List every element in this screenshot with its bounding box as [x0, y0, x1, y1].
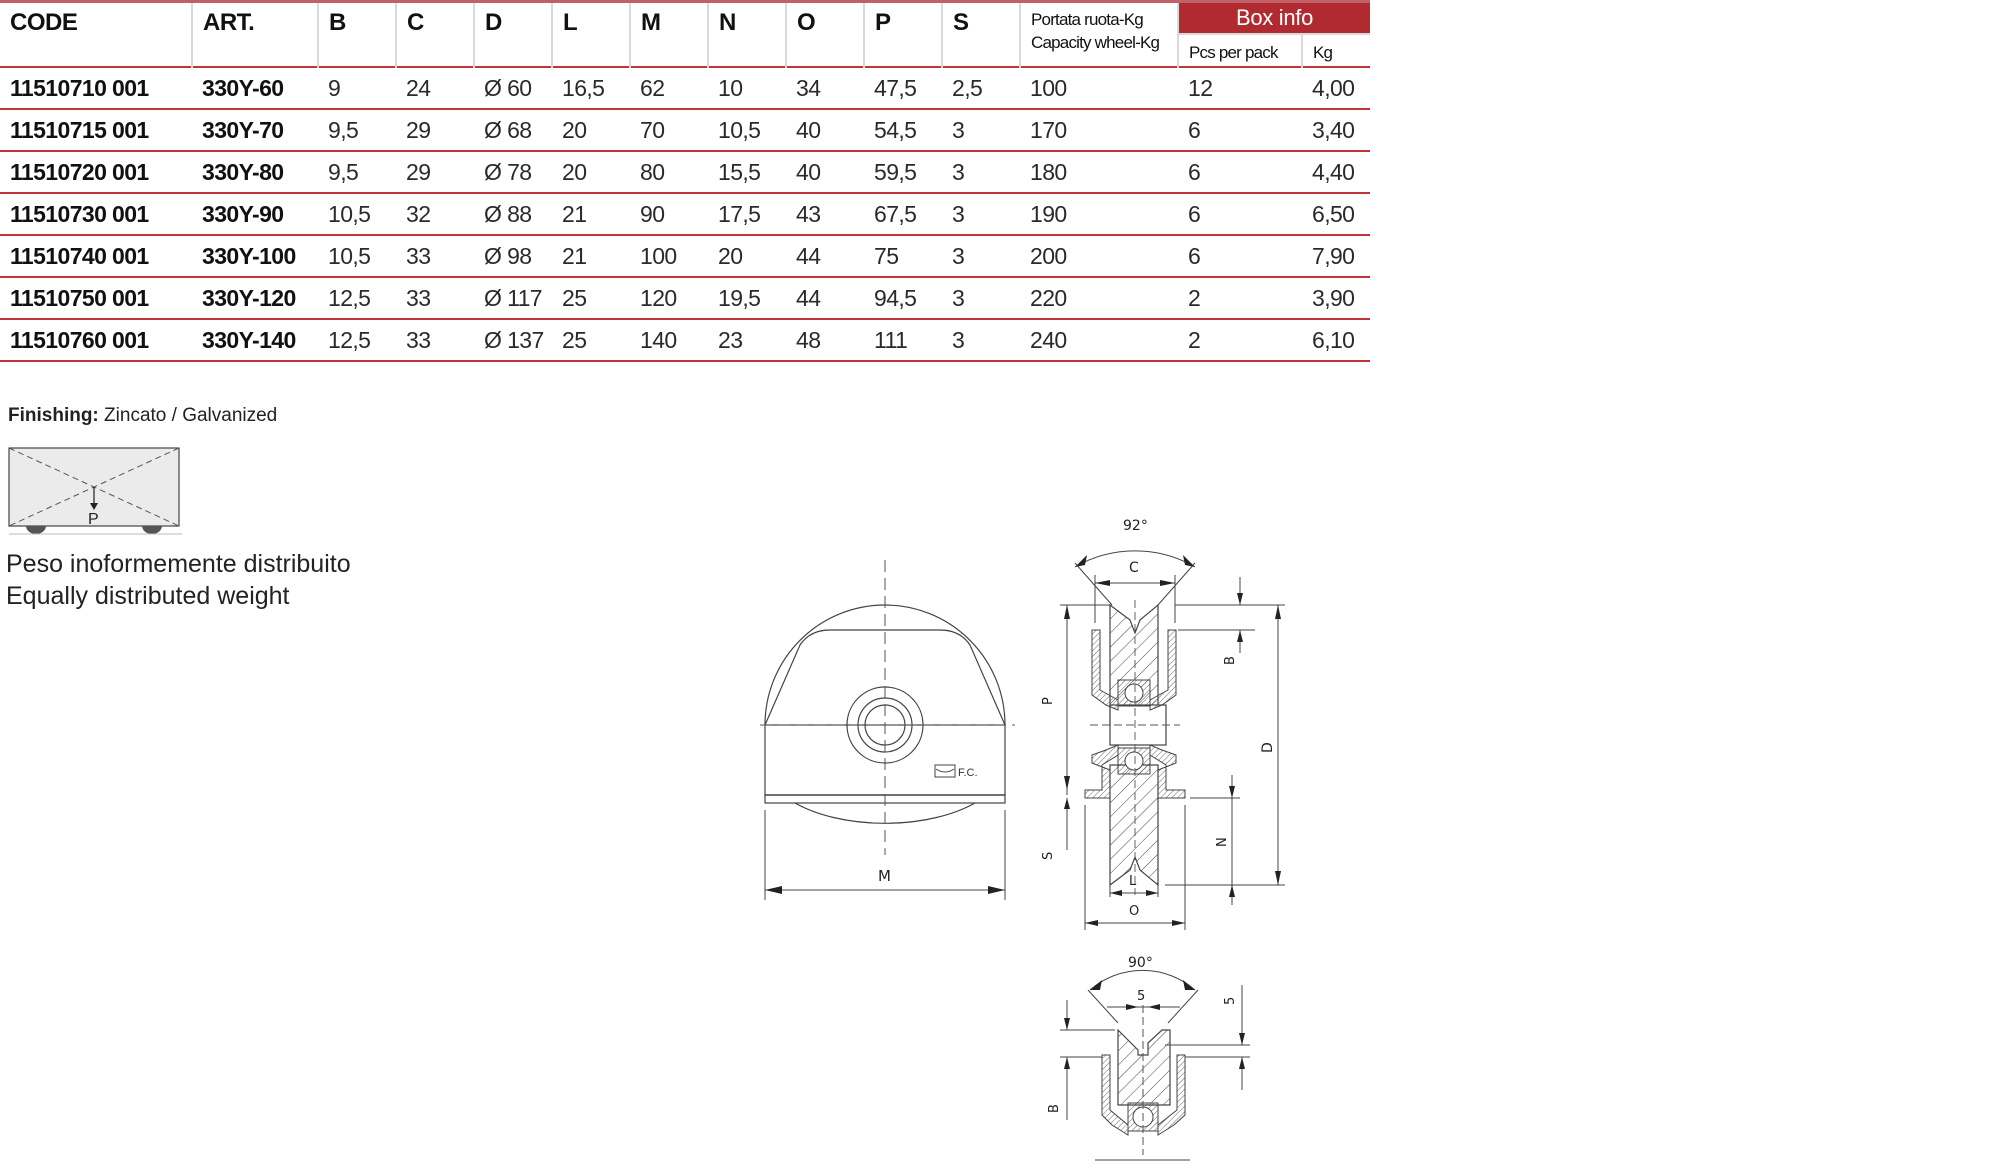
cell-l: 25: [552, 319, 630, 361]
product-spec-table: [0, 0, 1370, 362]
header-o: O: [786, 2, 864, 68]
dimension-c-label: C: [1129, 560, 1139, 576]
finishing-note: [8, 405, 277, 427]
table-row: [0, 235, 1370, 277]
cell-code: 11510710 001: [0, 67, 192, 109]
header-m: M: [630, 2, 708, 68]
dimension-n-label: N: [1215, 837, 1230, 847]
cell-m: 70: [630, 109, 708, 151]
cell-c: 33: [396, 319, 474, 361]
groove-detail-drawing: [1040, 945, 1260, 1173]
cell-o: 40: [786, 109, 864, 151]
cell-b: 12,5: [318, 277, 396, 319]
load-caption-it: Peso inoformemente distribuito: [6, 550, 351, 578]
header-pcs-per-pack: Pcs per pack: [1178, 34, 1302, 67]
cell-code: 11510750 001: [0, 277, 192, 319]
header-l: L: [552, 2, 630, 68]
cell-art: 330Y-90: [192, 193, 318, 235]
cell-capacity: 180: [1020, 151, 1178, 193]
cell-c: 24: [396, 67, 474, 109]
finishing-value: Zincato / Galvanized: [98, 405, 278, 426]
cell-o: 48: [786, 319, 864, 361]
load-caption: [6, 548, 351, 612]
cell-p: 94,5: [864, 277, 942, 319]
header-p: P: [864, 2, 942, 68]
cell-s: 3: [942, 319, 1020, 361]
cell-p: 111: [864, 319, 942, 361]
cell-b: 12,5: [318, 319, 396, 361]
cell-o: 44: [786, 277, 864, 319]
groove-b-label: B: [1047, 1104, 1062, 1113]
cell-art: 330Y-120: [192, 277, 318, 319]
cell-pcs: 2: [1178, 277, 1302, 319]
cell-n: 20: [708, 235, 786, 277]
cell-p: 75: [864, 235, 942, 277]
cell-s: 2,5: [942, 67, 1020, 109]
fc-marking-icon: [935, 765, 978, 779]
cell-capacity: 190: [1020, 193, 1178, 235]
cell-code: 11510715 001: [0, 109, 192, 151]
header-code: CODE: [0, 2, 192, 68]
cell-n: 23: [708, 319, 786, 361]
cell-n: 17,5: [708, 193, 786, 235]
header-capacity: [1020, 2, 1178, 68]
cell-s: 3: [942, 109, 1020, 151]
cell-art: 330Y-60: [192, 67, 318, 109]
cell-b: 9,5: [318, 109, 396, 151]
cell-b: 10,5: [318, 235, 396, 277]
cell-d: Ø 98: [474, 235, 552, 277]
cell-capacity: 170: [1020, 109, 1178, 151]
force-label: P: [88, 511, 99, 528]
cell-code: 11510760 001: [0, 319, 192, 361]
cell-kg: 7,90: [1302, 235, 1370, 277]
header-box-info: Box info: [1178, 2, 1370, 35]
cell-o: 43: [786, 193, 864, 235]
cell-code: 11510740 001: [0, 235, 192, 277]
dimension-b-label: B: [1223, 656, 1238, 665]
cell-kg: 3,40: [1302, 109, 1370, 151]
cell-code: 11510720 001: [0, 151, 192, 193]
cell-m: 62: [630, 67, 708, 109]
cell-d: Ø 117: [474, 277, 552, 319]
cell-capacity: 220: [1020, 277, 1178, 319]
table-row: [0, 193, 1370, 235]
cell-capacity: 240: [1020, 319, 1178, 361]
cell-c: 33: [396, 235, 474, 277]
wheel-side-section-drawing: [1040, 505, 1340, 935]
cell-pcs: 6: [1178, 151, 1302, 193]
load-caption-en: Equally distributed weight: [6, 582, 290, 610]
dimension-m-label: M: [878, 867, 891, 885]
cell-p: 59,5: [864, 151, 942, 193]
cell-s: 3: [942, 193, 1020, 235]
cell-pcs: 6: [1178, 109, 1302, 151]
header-c: C: [396, 2, 474, 68]
cell-kg: 6,50: [1302, 193, 1370, 235]
cell-c: 33: [396, 277, 474, 319]
cell-art: 330Y-70: [192, 109, 318, 151]
groove-depth-label: 5: [1223, 996, 1238, 1005]
cell-c: 32: [396, 193, 474, 235]
cell-l: 21: [552, 235, 630, 277]
dimension-o-label: O: [1129, 904, 1140, 919]
cell-kg: 4,00: [1302, 67, 1370, 109]
wheel-front-view-drawing: [760, 555, 1020, 905]
cell-d: Ø 78: [474, 151, 552, 193]
cell-art: 330Y-100: [192, 235, 318, 277]
cell-d: Ø 68: [474, 109, 552, 151]
cell-p: 67,5: [864, 193, 942, 235]
header-capacity-en: Capacity wheel-Kg: [1031, 33, 1160, 52]
dimension-s-label: S: [1041, 851, 1056, 860]
header-n: N: [708, 2, 786, 68]
cell-pcs: 2: [1178, 319, 1302, 361]
angle-label: 92°: [1123, 518, 1148, 534]
cell-l: 21: [552, 193, 630, 235]
dimension-p-label: P: [1041, 697, 1056, 705]
cell-pcs: 12: [1178, 67, 1302, 109]
cell-kg: 3,90: [1302, 277, 1370, 319]
table-row: [0, 277, 1370, 319]
cell-m: 140: [630, 319, 708, 361]
cell-n: 10: [708, 67, 786, 109]
cell-l: 16,5: [552, 67, 630, 109]
cell-pcs: 6: [1178, 235, 1302, 277]
table-row: [0, 109, 1370, 151]
cell-b: 9: [318, 67, 396, 109]
cell-l: 25: [552, 277, 630, 319]
header-capacity-it: Portata ruota-Kg: [1031, 10, 1143, 29]
table-row: [0, 151, 1370, 193]
cell-b: 9,5: [318, 151, 396, 193]
header-d: D: [474, 2, 552, 68]
cell-p: 54,5: [864, 109, 942, 151]
cell-c: 29: [396, 109, 474, 151]
header-s: S: [942, 2, 1020, 68]
cell-kg: 4,40: [1302, 151, 1370, 193]
fc-marking-label: F.C.: [958, 767, 978, 779]
table-row: [0, 319, 1370, 361]
header-b: B: [318, 2, 396, 68]
cell-s: 3: [942, 235, 1020, 277]
cell-m: 100: [630, 235, 708, 277]
cell-m: 120: [630, 277, 708, 319]
cell-m: 80: [630, 151, 708, 193]
cell-capacity: 200: [1020, 235, 1178, 277]
cell-art: 330Y-80: [192, 151, 318, 193]
cell-s: 3: [942, 277, 1020, 319]
distributed-load-icon: [8, 447, 182, 539]
cell-n: 15,5: [708, 151, 786, 193]
header-art: ART.: [192, 2, 318, 68]
cell-code: 11510730 001: [0, 193, 192, 235]
cell-o: 40: [786, 151, 864, 193]
cell-m: 90: [630, 193, 708, 235]
cell-o: 34: [786, 67, 864, 109]
table-row: [0, 67, 1370, 109]
cell-o: 44: [786, 235, 864, 277]
cell-c: 29: [396, 151, 474, 193]
finishing-label: Finishing:: [8, 405, 99, 426]
groove-width-label: 5: [1137, 989, 1146, 1004]
cell-p: 47,5: [864, 67, 942, 109]
cell-d: Ø 60: [474, 67, 552, 109]
dimension-d-label: D: [1260, 742, 1276, 753]
dimension-l-label: L: [1129, 874, 1137, 889]
cell-capacity: 100: [1020, 67, 1178, 109]
cell-b: 10,5: [318, 193, 396, 235]
cell-kg: 6,10: [1302, 319, 1370, 361]
cell-s: 3: [942, 151, 1020, 193]
cell-art: 330Y-140: [192, 319, 318, 361]
cell-l: 20: [552, 151, 630, 193]
cell-l: 20: [552, 109, 630, 151]
cell-pcs: 6: [1178, 193, 1302, 235]
cell-n: 10,5: [708, 109, 786, 151]
header-kg: Kg: [1302, 34, 1370, 67]
cell-d: Ø 88: [474, 193, 552, 235]
groove-angle-label: 90°: [1128, 955, 1153, 971]
cell-n: 19,5: [708, 277, 786, 319]
cell-d: Ø 137: [474, 319, 552, 361]
